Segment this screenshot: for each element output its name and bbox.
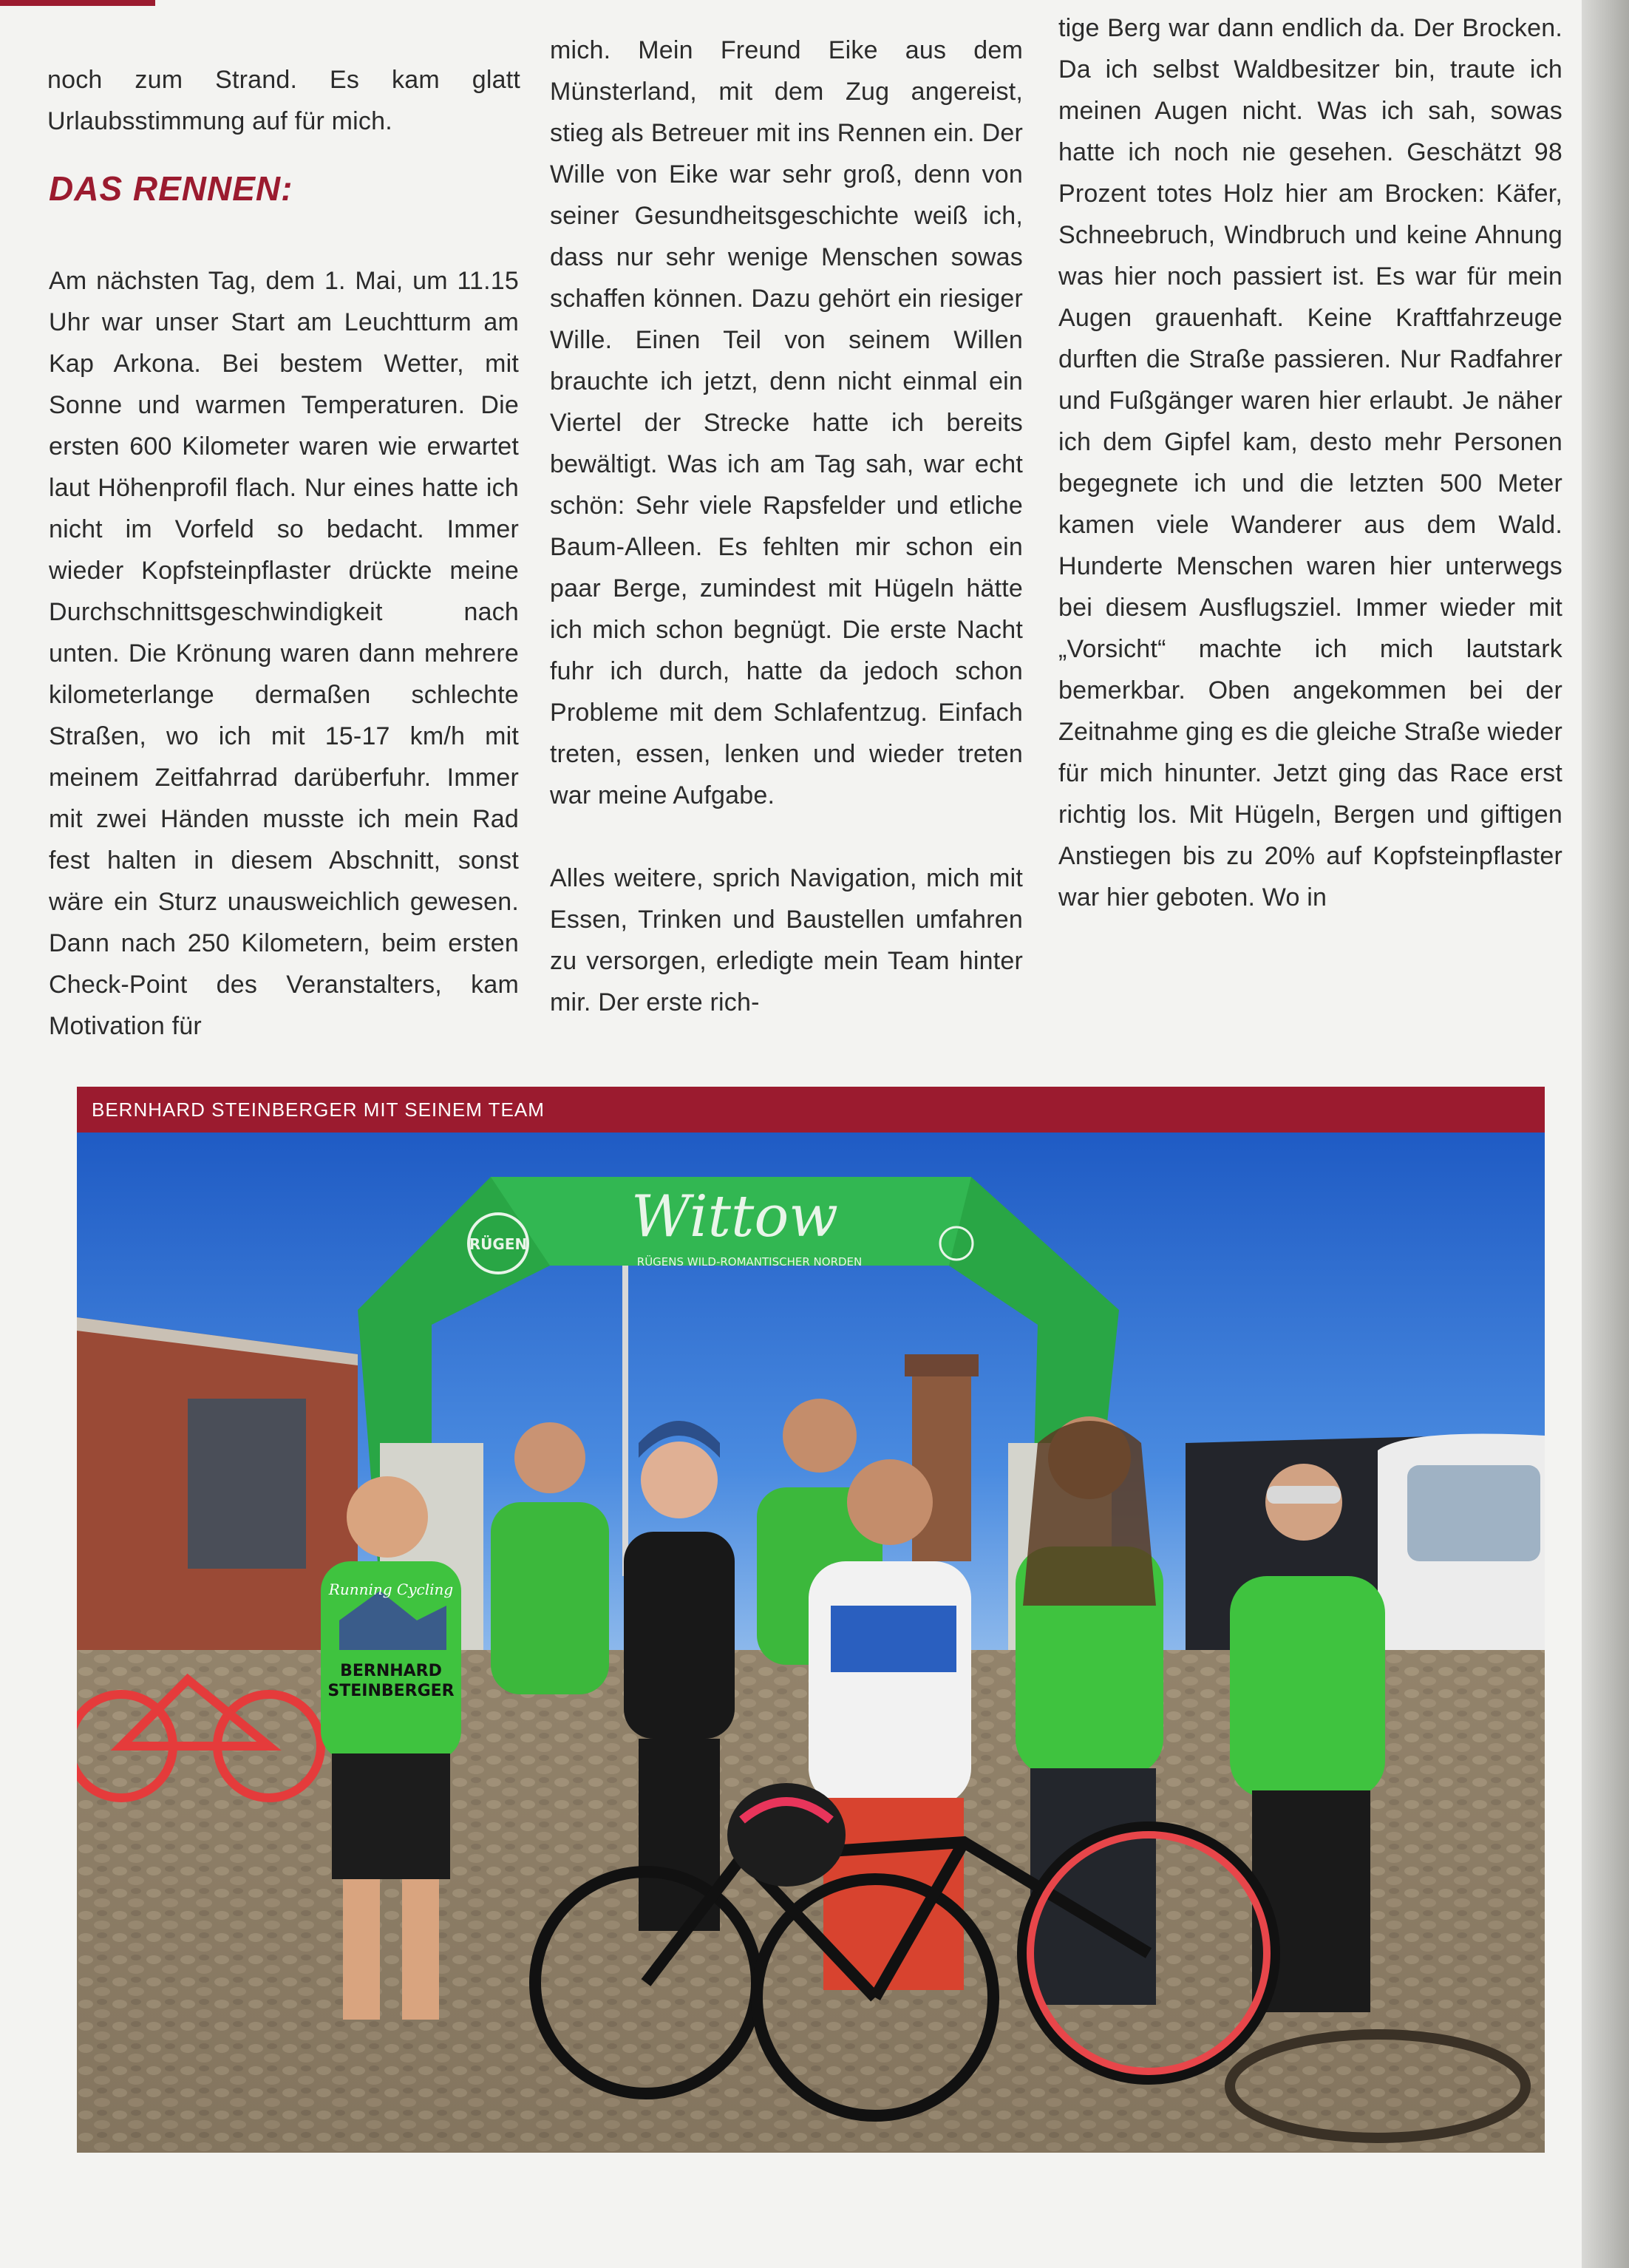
paragraph: Am nächsten Tag, dem 1. Mai, um 11.15 Uhr war unser Start am Leuchtturm am Kap Arkona. Bei bestem Wetter, mit Sonne und warmen Temperaturen. Die ersten 600 Kilometer waren wie erwartet laut Höhenprofil flach. Nur eines hatte ich nicht im Vorfeld so bedacht. Immer wieder Kopfsteinpflaster drückte meine Durchschnittsgeschwindigkeit nach unten. Die Krönung waren dann mehrere kilometerlange dermaßen schlechte Straßen, wo ich mit 15-17 km/h mit meinem Zeitfahrrad darüberfuhr. Immer mit zwei Händen musste ich mein Rad fest halten in diesem Abschnitt, sonst wäre ein Sturz unausweichlich gewesen. Dann nach 250 Kilometern, beim ersten Check-Point des Veranstalters, kam Motivation für bbox=[49, 267, 519, 1040]
shirt-print-line2: BERNHARD bbox=[340, 1662, 442, 1680]
shirt-print-line3: STEINBERGER bbox=[327, 1682, 455, 1700]
arch-tagline: RÜGENS WILD-ROMANTISCHER NORDEN bbox=[636, 1255, 863, 1269]
article-column-1 bbox=[47, 59, 520, 142]
paragraph: tige Berg war dann endlich da. Der Brocken. Da ich selbst Waldbesitzer bin, traute ich meinen Augen nicht. Was ich sah, sowas hatte ich noch nie gesehen. Geschätzt 98 Prozent totes Holz hier am Brocken: Käfer, Schneebruch, Windbruch und keine Ahnung was hier noch passiert ist. Es war für mein Augen grauenhaft. Keine Kraftfahrzeuge durften die Straße passieren. Nur Radfahrer und Fußgänger waren hier erlaubt. Je näher ich dem Gipfel kam, desto mehr Personen begegnete ich und die letzten 500 Meter kamen viele Wanderer aus dem Wald. Hunderte Menschen waren hier unterwegs bei diesem Ausflugsziel. Immer wieder mit „Vorsicht“ machte ich mich lautstark bemerkbar. Oben angekommen bei der Zeitnahme ging es die gleiche Straße wieder für mich hinunter. Jetzt ging das Race erst richtig los. Mit Hügeln, Bergen und giftigen Anstiegen bis zu 20% auf Kopfsteinpflaster war hier geboten. Wo in bbox=[1058, 14, 1562, 911]
shirt-print-line1: Running Cycling bbox=[328, 1581, 454, 1598]
article-column-2 bbox=[550, 30, 1023, 1023]
photo-caption-bar bbox=[77, 1087, 1545, 1133]
paragraph: noch zum Strand. Es kam glatt Urlaubsstimmung auf für mich. bbox=[47, 66, 520, 135]
arch-logo-left: RÜGEN bbox=[469, 1235, 528, 1253]
article-column-3 bbox=[1058, 7, 1562, 918]
photo-block bbox=[77, 1087, 1545, 2153]
arch-brand: Wittow bbox=[630, 1184, 839, 1250]
page-edge bbox=[1582, 0, 1629, 2268]
article-column-1-body bbox=[49, 260, 519, 1047]
photo-caption: BERNHARD STEINBERGER MIT SEINEM TEAM bbox=[92, 1098, 545, 1121]
top-accent-line bbox=[0, 0, 155, 6]
paragraph: mich. Mein Freund Eike aus dem Münsterland, mit dem Zug angereist, stieg als Betreuer mit ins Rennen ein. Der Wille von Eike war sehr groß, denn von seiner Gesundheitsgeschichte weiß ich, dass nur sehr wenige Menschen sowas schaffen können. Dazu gehört ein riesiger Wille. Einen Teil von seinem Willen brauchte ich jetzt, denn nicht einmal ein Viertel der Strecke hatte ich bereits bewältigt. Was ich am Tag sah, war echt schön: Sehr viele Rapsfelder und etliche Baum-Alleen. Es fehlten mir schon ein paar Berge, zumindest mit Hügeln hätte ich mich schon begnügt. Die erste Nacht fuhr ich durch, hatte da jedoch schon Probleme mit dem Schlafentzug. Einfach treten, essen, lenken und wieder treten war meine Aufgabe. bbox=[550, 36, 1023, 809]
paragraph: Alles weitere, sprich Navigation, mich mit Essen, Trinken und Baustellen umfahren zu versorgen, erledigte mein Team hinter mir. Der erste rich- bbox=[550, 864, 1023, 1016]
section-heading: DAS RENNEN: bbox=[49, 169, 293, 208]
team-photo bbox=[77, 1133, 1545, 2153]
